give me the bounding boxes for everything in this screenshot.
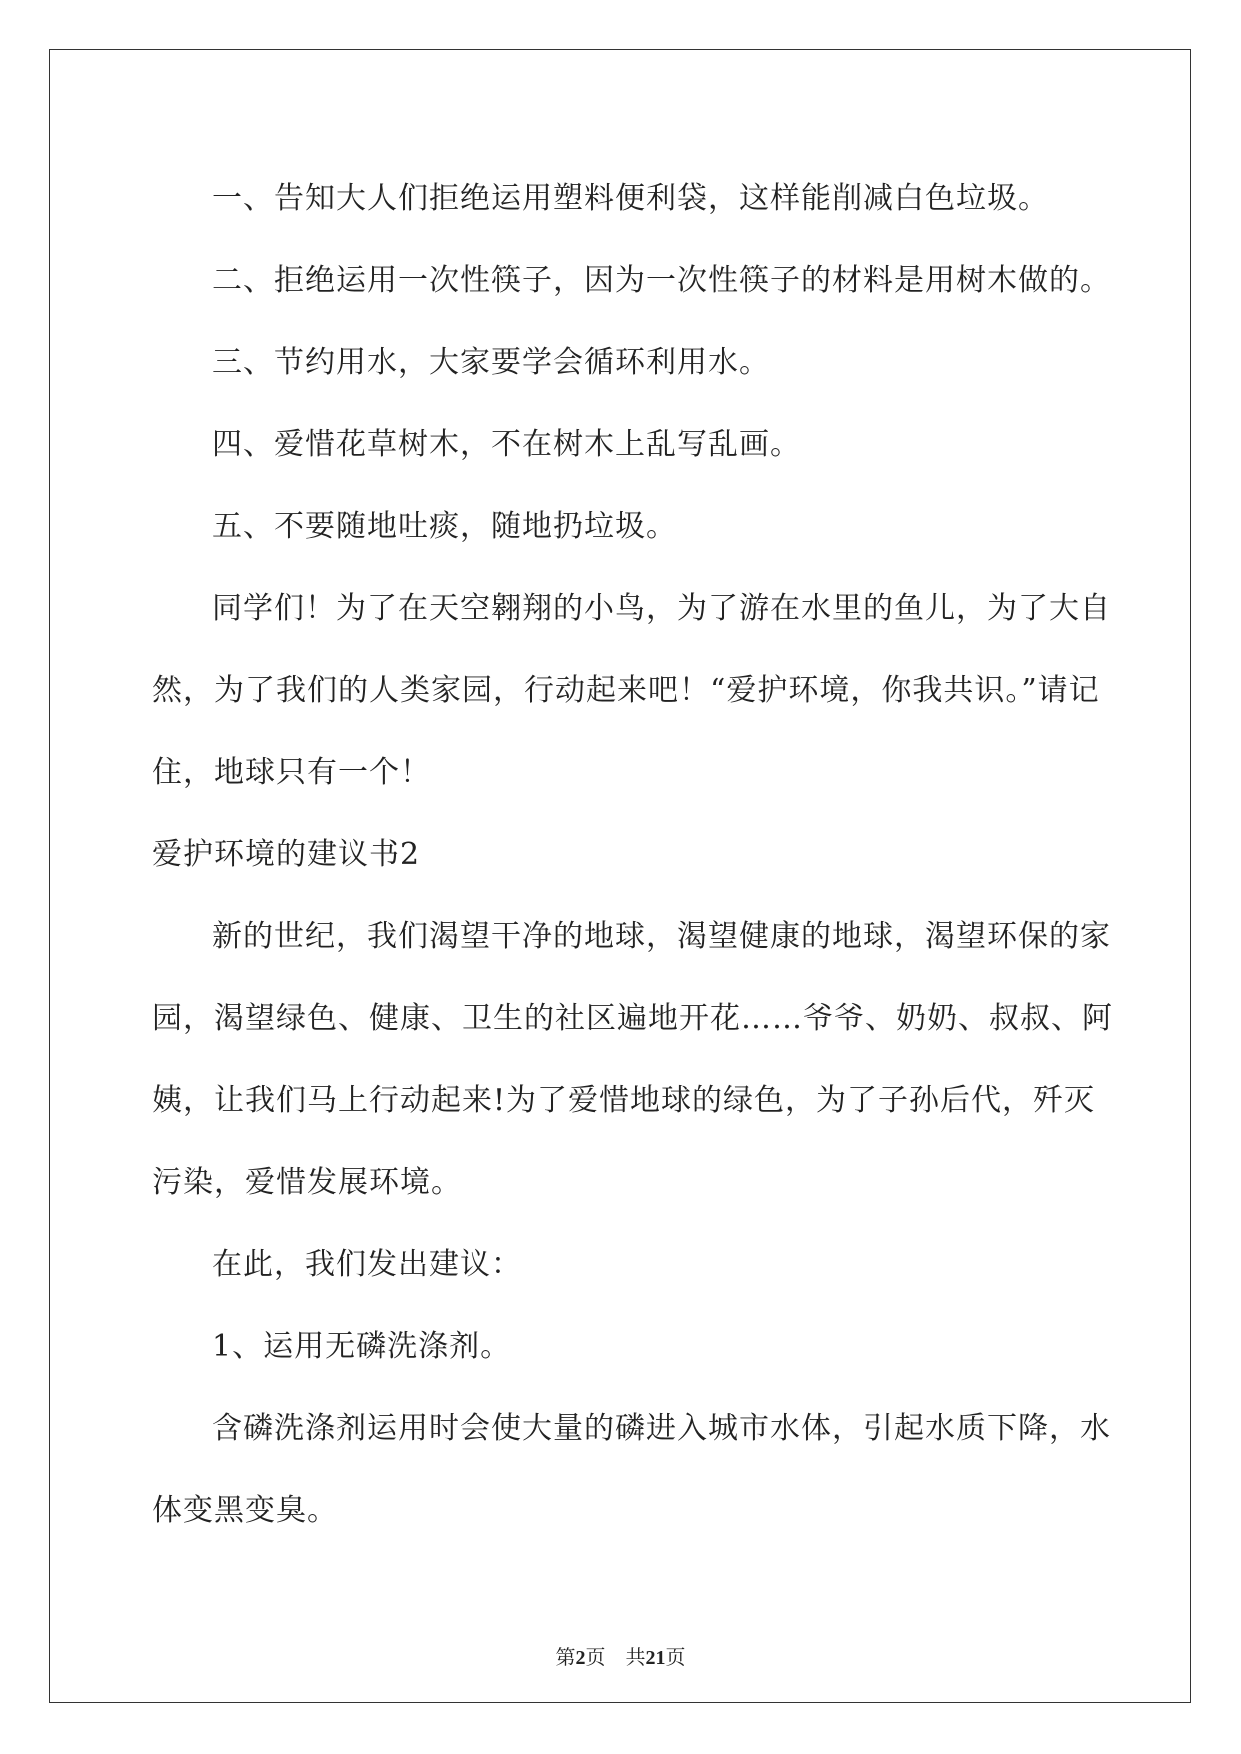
page-footer [0, 1641, 1241, 1670]
section-heading: 爱护环境的建议书2 [152, 837, 421, 872]
paragraph-10: 含磷洗涤剂运用时会使大量的磷进入城市水体，引起水质下降，水体变黑变臭。 [152, 1411, 1111, 1528]
footer-total-prefix: 共 [625, 1647, 646, 1669]
paragraph-6: 同学们！为了在天空翱翔的小鸟，为了游在水里的鱼儿，为了大自然，为了我们的人类家园，行动起来吧！“爱护环境，你我共识。”请记住，地球只有一个！ [152, 591, 1111, 790]
document-body [152, 158, 1122, 1552]
footer-page-unit: 页 [585, 1647, 606, 1669]
footer-page-number: 2 [575, 1647, 586, 1669]
paragraph-2: 二、拒绝运用一次性筷子，因为一次性筷子的材料是用树木做的。 [212, 263, 1111, 298]
paragraph-5: 五、不要随地吐痰，随地扔垃圾。 [212, 509, 677, 544]
footer-total-unit: 页 [665, 1647, 686, 1669]
paragraph-1: 一、告知大人们拒绝运用塑料便利袋，这样能削减白色垃圾。 [212, 181, 1049, 216]
footer-page-prefix: 第 [555, 1647, 576, 1669]
paragraph-3: 三、节约用水，大家要学会循环利用水。 [212, 345, 770, 380]
paragraph-8: 在此，我们发出建议： [212, 1247, 522, 1282]
footer-total-pages: 21 [645, 1647, 666, 1669]
paragraph-9: 1、运用无磷洗涤剂。 [212, 1329, 512, 1364]
paragraph-4: 四、爱惜花草树木，不在树木上乱写乱画。 [212, 427, 801, 462]
paragraph-7: 新的世纪，我们渴望干净的地球，渴望健康的地球，渴望环保的家园，渴望绿色、健康、卫生的社区遍地开花……爷爷、奶奶、叔叔、阿姨，让我们马上行动起来!为了爱惜地球的绿色，为了子孙后代，歼灭污染，爱惜发展环境。 [152, 919, 1113, 1200]
